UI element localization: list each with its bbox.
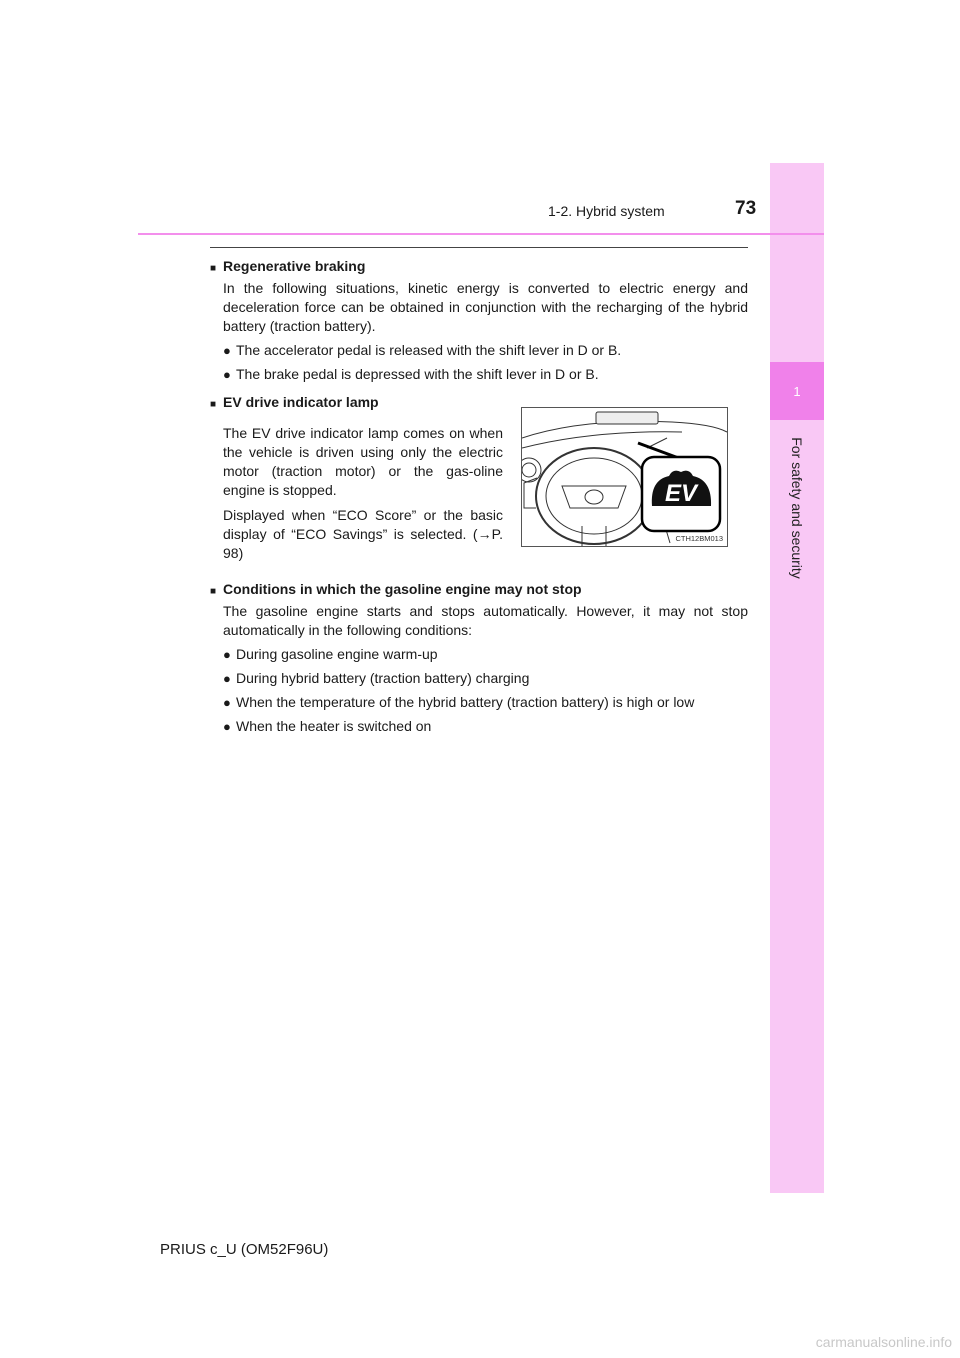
- chapter-tab: [770, 362, 824, 420]
- list-item: [223, 365, 748, 384]
- list-item-text: During gasoline engine warm-up: [236, 646, 438, 662]
- ev-body-1: The EV drive indicator lamp comes on when the vehicle is driven using only the electric motor (traction motor) or the gas-oline engine is stopped.: [223, 425, 503, 498]
- ev-body-2: Displayed when “ECO Score” or the basic display of “ECO Savings” is selected. (→P. 98): [223, 507, 503, 561]
- bullet-dot-icon: ●: [223, 695, 231, 710]
- page-number: 73: [735, 198, 757, 219]
- list-item: [223, 717, 748, 736]
- chapter-number: 1: [793, 383, 801, 399]
- ev-indicator-illustration: [521, 407, 728, 547]
- watermark: carmanualsonline.info: [815, 1334, 952, 1350]
- list-item: [223, 645, 748, 664]
- list-item-text: The accelerator pedal is released with the shift lever in D or B.: [236, 342, 622, 358]
- ev-badge-text: EV: [664, 480, 698, 507]
- bullet-dot-icon: ●: [223, 343, 231, 358]
- figure-code: CTH12BM013: [675, 534, 723, 543]
- header-rule: [138, 233, 824, 235]
- regen-heading: [210, 256, 748, 279]
- bullet-dot-icon: ●: [223, 671, 231, 686]
- stop-title: Conditions in which the gasoline engine may not stop: [223, 581, 582, 597]
- square-bullet-icon: [210, 579, 220, 602]
- side-tab: [770, 163, 824, 1193]
- regen-body: In the following situations, kinetic energy is converted to electric energy and deceleration force can be obtained in conjunction with the recharging of the hybrid battery (traction battery).: [223, 280, 748, 334]
- list-item-text: During hybrid battery (traction battery) charging: [236, 670, 530, 686]
- bullet-dot-icon: ●: [223, 719, 231, 734]
- square-bullet-icon: [210, 256, 220, 279]
- list-item-text: When the heater is switched on: [236, 718, 432, 734]
- list-item: [223, 693, 748, 712]
- bullet-dot-icon: ●: [223, 647, 231, 662]
- list-item: [223, 669, 748, 688]
- ev-title: EV drive indicator lamp: [223, 394, 379, 410]
- section-title: 1-2. Hybrid system: [548, 203, 665, 219]
- square-bullet-icon: [210, 392, 220, 415]
- list-item-text: When the temperature of the hybrid battery (traction battery) is high or low: [236, 694, 695, 710]
- list-item-text: The brake pedal is depressed with the shift lever in D or B.: [236, 366, 599, 382]
- ev-text: [223, 420, 503, 563]
- regen-title: Regenerative braking: [223, 258, 366, 274]
- stop-heading: [210, 579, 748, 602]
- bullet-dot-icon: ●: [223, 367, 231, 382]
- stop-body: The gasoline engine starts and stops automatically. However, it may not stop automatically in the following conditions:: [223, 603, 748, 638]
- content-top-rule: [210, 247, 748, 248]
- dashboard-illustration: [522, 408, 727, 546]
- footer-model: PRIUS c_U (OM52F96U): [160, 1241, 329, 1258]
- chapter-title: For safety and security: [789, 437, 805, 579]
- list-item: [223, 341, 748, 360]
